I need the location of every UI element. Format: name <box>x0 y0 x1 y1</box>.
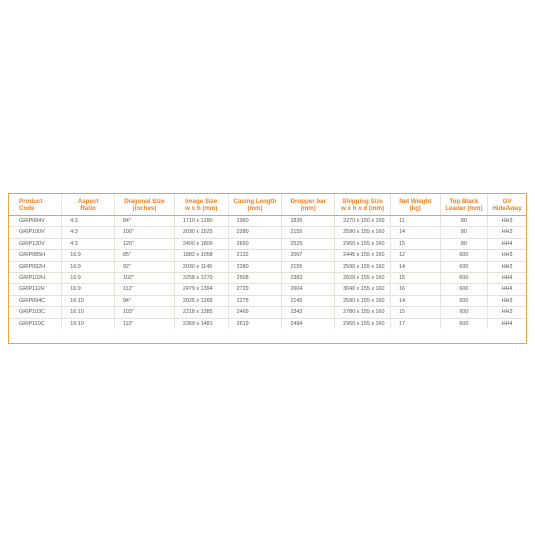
cell-net-weight: 14 <box>390 227 440 238</box>
cell-dropper-bar: 2155 <box>282 227 335 238</box>
header-shipping-size: Shipping Size w x h x d (mm) <box>335 194 391 216</box>
table-row <box>9 227 526 238</box>
table-row <box>9 318 526 329</box>
cell-image-size: 2400 x 1800 <box>174 238 228 249</box>
cell-net-weight: 16 <box>390 284 440 295</box>
cell-product-code: GRIP094C <box>9 295 62 306</box>
cell-shipping-size: 2590 x 155 x 160 <box>335 227 391 238</box>
spec-table <box>9 194 526 329</box>
cell-image-size: 2025 x 1265 <box>174 295 228 306</box>
cell-gv-hideaway: HH3 <box>488 261 526 272</box>
cell-product-code: GRIP120V <box>9 238 62 249</box>
cell-casing-length: 2132 <box>228 250 282 261</box>
cell-aspect-ratio: 16:9 <box>62 261 115 272</box>
table-row <box>9 250 526 261</box>
cell-dropper-bar: 1835 <box>282 216 335 227</box>
header-net-weight: Net Weight (kg) <box>390 194 440 216</box>
table-row <box>9 261 526 272</box>
cell-top-black-leader: 80 <box>440 227 488 238</box>
cell-shipping-size: 2270 x 150 x 150 <box>335 216 391 227</box>
table-row <box>9 295 526 306</box>
cell-casing-length: 2275 <box>228 295 282 306</box>
cell-aspect-ratio: 16:10 <box>62 295 115 306</box>
cell-shipping-size: 2590 x 155 x 160 <box>335 295 391 306</box>
cell-top-black-leader: 600 <box>440 261 488 272</box>
cell-top-black-leader: 600 <box>440 307 488 318</box>
cell-image-size: 2258 x 1270 <box>174 273 228 284</box>
cell-image-size: 2030 x 1145 <box>174 261 228 272</box>
cell-shipping-size: 2445 x 155 x 160 <box>335 250 391 261</box>
cell-aspect-ratio: 16:10 <box>62 318 115 329</box>
cell-product-code: GRIP092H <box>9 261 62 272</box>
header-dropper-bar: Dropper bar (mm) <box>282 194 335 216</box>
cell-net-weight: 15 <box>390 307 440 318</box>
cell-diagonal-size: 110" <box>114 318 174 329</box>
cell-gv-hideaway: HH3 <box>488 227 526 238</box>
cell-image-size: 2369 x 1481 <box>174 318 228 329</box>
cell-gv-hideaway: HH4 <box>488 273 526 284</box>
cell-net-weight: 15 <box>390 273 440 284</box>
cell-aspect-ratio: 4:3 <box>62 227 115 238</box>
header-image-size: Image Size w x h (mm) <box>174 194 228 216</box>
cell-image-size: 2218 x 1385 <box>174 307 228 318</box>
cell-aspect-ratio: 16:9 <box>62 273 115 284</box>
cell-casing-length: 2650 <box>228 238 282 249</box>
table-row <box>9 273 526 284</box>
cell-dropper-bar: 2525 <box>282 238 335 249</box>
cell-dropper-bar: 2145 <box>282 295 335 306</box>
header-top-black-leader: Top Black Leader (mm) <box>440 194 488 216</box>
cell-aspect-ratio: 4:3 <box>62 216 115 227</box>
cell-net-weight: 17 <box>390 318 440 329</box>
cell-dropper-bar: 2604 <box>282 284 335 295</box>
cell-gv-hideaway: HH3 <box>488 216 526 227</box>
header-casing-length: Casing Length (mm) <box>228 194 282 216</box>
cell-gv-hideaway: HH4 <box>488 318 526 329</box>
cell-image-size: 2479 x 1394 <box>174 284 228 295</box>
cell-net-weight: 14 <box>390 295 440 306</box>
cell-product-code: GRIP084V <box>9 216 62 227</box>
cell-net-weight: 11 <box>390 216 440 227</box>
cell-shipping-size: 2590 x 155 x 160 <box>335 261 391 272</box>
cell-casing-length: 2508 <box>228 273 282 284</box>
cell-shipping-size: 2820 x 155 x 160 <box>335 273 391 284</box>
cell-product-code: GRIP112H <box>9 284 62 295</box>
cell-top-black-leader: 600 <box>440 295 488 306</box>
table-row <box>9 307 526 318</box>
cell-product-code: GRIP100V <box>9 227 62 238</box>
cell-net-weight: 12 <box>390 250 440 261</box>
cell-casing-length: 2729 <box>228 284 282 295</box>
cell-shipping-size: 3040 x 155 x 160 <box>335 284 391 295</box>
cell-casing-length: 2469 <box>228 307 282 318</box>
header-product-code: Product Code <box>9 194 62 216</box>
cell-shipping-size: 2960 x 155 x 160 <box>335 238 391 249</box>
cell-aspect-ratio: 16:10 <box>62 307 115 318</box>
cell-dropper-bar: 2383 <box>282 273 335 284</box>
cell-shipping-size: 2780 x 155 x 160 <box>335 307 391 318</box>
cell-diagonal-size: 102" <box>114 273 174 284</box>
cell-gv-hideaway: HH4 <box>488 238 526 249</box>
cell-product-code: GRIP085H <box>9 250 62 261</box>
cell-aspect-ratio: 16:9 <box>62 250 115 261</box>
cell-top-black-leader: 80 <box>440 238 488 249</box>
cell-product-code: GRIP102H <box>9 273 62 284</box>
cell-net-weight: 15 <box>390 238 440 249</box>
cell-casing-length: 2280 <box>228 227 282 238</box>
cell-product-code: GRIP103C <box>9 307 62 318</box>
spec-table-container <box>8 193 527 344</box>
cell-product-code: GRIP110C <box>19 320 45 327</box>
cell-top-black-leader: 600 <box>440 284 488 295</box>
cell-gv-hideaway: HH3 <box>488 307 526 318</box>
cell-diagonal-size: 84" <box>114 216 174 227</box>
cell-diagonal-size: 103" <box>114 307 174 318</box>
cell-diagonal-size: 85" <box>114 250 174 261</box>
cell-casing-length: 1960 <box>228 216 282 227</box>
cell-top-black-leader: 600 <box>440 273 488 284</box>
cell-net-weight: 14 <box>390 261 440 272</box>
header-row <box>9 194 526 216</box>
cell-image-size: 1882 x 1058 <box>174 250 228 261</box>
cell-gv-hideaway: HH3 <box>488 295 526 306</box>
header-diagonal-size: Diagonal Size (inches) <box>114 194 174 216</box>
cell-top-black-leader: 600 <box>440 250 488 261</box>
table-row <box>9 284 526 295</box>
cell-casing-length: 2280 <box>228 261 282 272</box>
header-gv-hideaway: GV HideAway <box>488 194 526 216</box>
header-aspect-ratio: Aspect Ratio <box>62 194 115 216</box>
cell-diagonal-size: 100" <box>114 227 174 238</box>
cell-image-size: 1710 x 1280 <box>174 216 228 227</box>
table-row <box>9 238 526 249</box>
cell-diagonal-size: 94" <box>114 295 174 306</box>
cell-aspect-ratio: 16:9 <box>62 284 115 295</box>
cell-diagonal-size: 120" <box>114 238 174 249</box>
table-row <box>9 216 526 227</box>
cell-casing-length: 2619 <box>228 318 282 329</box>
cell-gv-hideaway: HH4 <box>488 284 526 295</box>
cell-dropper-bar: 2343 <box>282 307 335 318</box>
cell-diagonal-size: 92" <box>114 261 174 272</box>
cell-shipping-size: 2960 x 155 x 160 <box>335 318 391 329</box>
cell-gv-hideaway: HH3 <box>488 250 526 261</box>
cell-dropper-bar: 2007 <box>282 250 335 261</box>
cell-dropper-bar: 2155 <box>282 261 335 272</box>
cell-dropper-bar: 2494 <box>282 318 335 329</box>
cell-top-black-leader: 80 <box>440 216 488 227</box>
cell-top-black-leader: 600 <box>440 318 488 329</box>
cell-diagonal-size: 112" <box>114 284 174 295</box>
cell-aspect-ratio: 4:3 <box>62 238 115 249</box>
cell-image-size: 2030 x 1525 <box>174 227 228 238</box>
